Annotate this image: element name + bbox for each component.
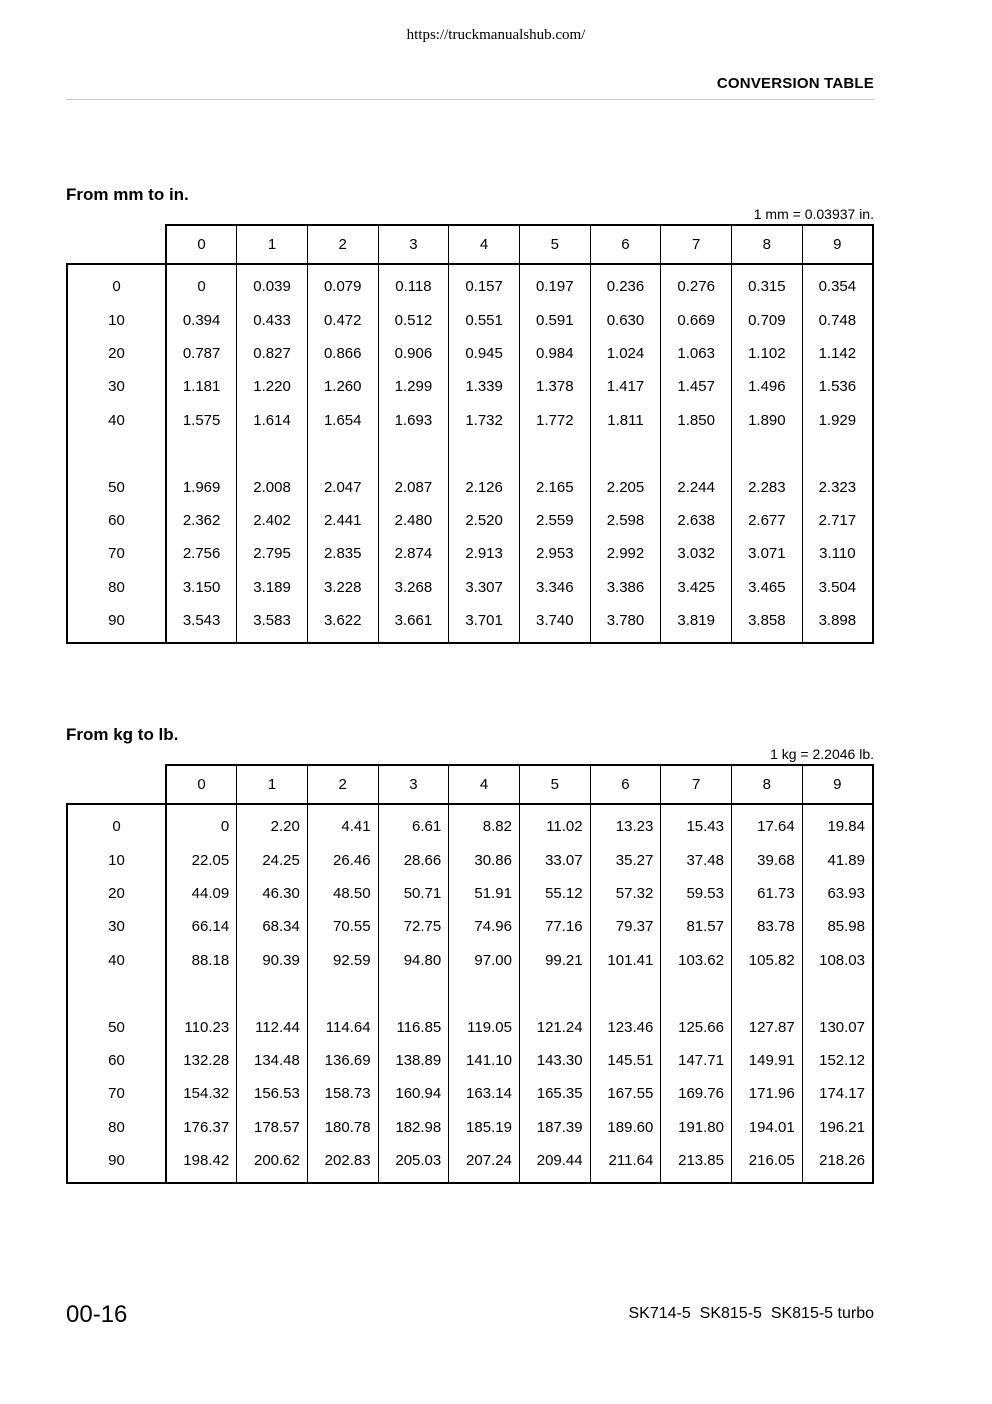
row-header: 30 [67, 910, 166, 943]
table-cell: 99.21 [519, 944, 590, 977]
table-cell: 2.520 [449, 504, 520, 537]
table-row [67, 1144, 873, 1183]
table-cell: 0.748 [802, 303, 873, 336]
table-cell: 108.03 [802, 944, 873, 977]
table-cell: 57.32 [590, 877, 661, 910]
table-cell: 11.02 [519, 804, 590, 843]
row-header: 0 [67, 804, 166, 843]
table-cell: 180.78 [307, 1111, 378, 1144]
table-row [67, 537, 873, 570]
table-cell: 0.236 [590, 264, 661, 303]
column-header: 6 [590, 225, 661, 264]
table-cell: 125.66 [661, 1010, 732, 1043]
column-header: 9 [802, 765, 873, 804]
table-cell: 143.30 [519, 1044, 590, 1077]
table-cell: 171.96 [732, 1077, 803, 1110]
table-cell: 187.39 [519, 1111, 590, 1144]
spacer-cell [166, 437, 237, 470]
row-header: 10 [67, 303, 166, 336]
table-cell: 185.19 [449, 1111, 520, 1144]
table-cell: 3.740 [519, 604, 590, 643]
table-cell: 1.772 [519, 404, 590, 437]
table-cell: 209.44 [519, 1144, 590, 1183]
table-cell: 0.551 [449, 303, 520, 336]
table-cell: 0.276 [661, 264, 732, 303]
column-header: 4 [449, 225, 520, 264]
table-cell: 1.142 [802, 337, 873, 370]
table-cell: 41.89 [802, 843, 873, 876]
spacer-cell [802, 437, 873, 470]
table-cell: 145.51 [590, 1044, 661, 1077]
table-cell: 2.953 [519, 537, 590, 570]
table-cell: 213.85 [661, 1144, 732, 1183]
kg-to-lb-title: From kg to lb. [66, 725, 179, 744]
table-cell: 3.661 [378, 604, 449, 643]
table-cell: 0.787 [166, 337, 237, 370]
row-header: 60 [67, 1044, 166, 1077]
column-header: 0 [166, 765, 237, 804]
table-cell: 70.55 [307, 910, 378, 943]
source-url: https://truckmanualshub.com/ [406, 27, 586, 43]
table-cell: 196.21 [802, 1111, 873, 1144]
table-cell: 1.614 [237, 404, 308, 437]
table-cell: 174.17 [802, 1077, 873, 1110]
table-cell: 85.98 [802, 910, 873, 943]
table-cell: 39.68 [732, 843, 803, 876]
table-cell: 0.512 [378, 303, 449, 336]
table-cell: 90.39 [237, 944, 308, 977]
table-cell: 6.61 [378, 804, 449, 843]
table-cell: 15.43 [661, 804, 732, 843]
table-row [67, 944, 873, 977]
table-cell: 0.827 [237, 337, 308, 370]
table-cell: 1.969 [166, 470, 237, 503]
table-cell: 3.346 [519, 571, 590, 604]
spacer-row [67, 437, 873, 470]
table-cell: 0.630 [590, 303, 661, 336]
table-cell: 160.94 [378, 1077, 449, 1110]
table-cell: 81.57 [661, 910, 732, 943]
table-cell: 0.472 [307, 303, 378, 336]
spacer-cell [237, 977, 308, 1010]
row-header: 10 [67, 843, 166, 876]
table-cell: 2.795 [237, 537, 308, 570]
column-header: 7 [661, 765, 732, 804]
table-cell: 17.64 [732, 804, 803, 843]
table-cell: 72.75 [378, 910, 449, 943]
table-cell: 55.12 [519, 877, 590, 910]
table-cell: 48.50 [307, 877, 378, 910]
spacer-cell [732, 437, 803, 470]
table-cell: 211.64 [590, 1144, 661, 1183]
table-cell: 1.575 [166, 404, 237, 437]
table-cell: 0.709 [732, 303, 803, 336]
table-row [67, 1111, 873, 1144]
table-cell: 3.780 [590, 604, 661, 643]
table-cell: 0.669 [661, 303, 732, 336]
table-cell: 103.62 [661, 944, 732, 977]
table-cell: 169.76 [661, 1077, 732, 1110]
spacer-cell [661, 437, 732, 470]
table-cell: 1.378 [519, 370, 590, 403]
table-row [67, 571, 873, 604]
table-cell: 1.024 [590, 337, 661, 370]
spacer-row [67, 977, 873, 1010]
table-row [67, 1077, 873, 1110]
row-header: 80 [67, 1111, 166, 1144]
table-cell: 50.71 [378, 877, 449, 910]
table-cell: 3.189 [237, 571, 308, 604]
spacer-cell [519, 437, 590, 470]
table-cell: 59.53 [661, 877, 732, 910]
column-header: 3 [378, 765, 449, 804]
table-cell: 2.874 [378, 537, 449, 570]
table-cell: 1.890 [732, 404, 803, 437]
table-cell: 1.260 [307, 370, 378, 403]
table-cell: 92.59 [307, 944, 378, 977]
table-cell: 216.05 [732, 1144, 803, 1183]
column-header: 8 [732, 765, 803, 804]
spacer-cell [378, 437, 449, 470]
table-cell: 163.14 [449, 1077, 520, 1110]
table-cell: 0 [166, 264, 237, 303]
table-cell: 1.536 [802, 370, 873, 403]
row-header: 70 [67, 1077, 166, 1110]
spacer-cell [67, 437, 166, 470]
page-number: 00-16 [66, 1301, 128, 1328]
table-cell: 3.071 [732, 537, 803, 570]
table-cell: 1.220 [237, 370, 308, 403]
row-header: 30 [67, 370, 166, 403]
spacer-cell [661, 977, 732, 1010]
table-cell: 2.283 [732, 470, 803, 503]
column-header: 2 [307, 225, 378, 264]
kg-to-lb-factor: 1 kg = 2.2046 lb. [770, 746, 874, 762]
table-row [67, 604, 873, 643]
table-cell: 3.032 [661, 537, 732, 570]
table-cell: 28.66 [378, 843, 449, 876]
spacer-cell [237, 437, 308, 470]
row-header: 70 [67, 537, 166, 570]
table-cell: 3.622 [307, 604, 378, 643]
table-cell: 3.858 [732, 604, 803, 643]
table-cell: 200.62 [237, 1144, 308, 1183]
table-cell: 176.37 [166, 1111, 237, 1144]
spacer-cell [802, 977, 873, 1010]
table-cell: 66.14 [166, 910, 237, 943]
table-cell: 3.898 [802, 604, 873, 643]
table-row [67, 337, 873, 370]
row-header: 80 [67, 571, 166, 604]
row-header: 90 [67, 604, 166, 643]
row-header: 20 [67, 877, 166, 910]
column-header: 0 [166, 225, 237, 264]
table-cell: 0.906 [378, 337, 449, 370]
column-header: 9 [802, 225, 873, 264]
table-cell: 3.307 [449, 571, 520, 604]
table-cell: 1.457 [661, 370, 732, 403]
mm-to-in-title: From mm to in. [66, 185, 189, 204]
header-row [67, 765, 873, 804]
table-cell: 136.69 [307, 1044, 378, 1077]
table-cell: 132.28 [166, 1044, 237, 1077]
table-cell: 2.992 [590, 537, 661, 570]
table-cell: 2.323 [802, 470, 873, 503]
table-cell: 2.402 [237, 504, 308, 537]
table-cell: 2.835 [307, 537, 378, 570]
mm-to-in-table [66, 224, 874, 644]
table-cell: 26.46 [307, 843, 378, 876]
column-header: 5 [519, 765, 590, 804]
table-cell: 165.35 [519, 1077, 590, 1110]
table-cell: 2.756 [166, 537, 237, 570]
table-cell: 2.126 [449, 470, 520, 503]
table-cell: 0.866 [307, 337, 378, 370]
table-cell: 101.41 [590, 944, 661, 977]
column-header: 8 [732, 225, 803, 264]
column-header: 3 [378, 225, 449, 264]
table-cell: 138.89 [378, 1044, 449, 1077]
table-cell: 2.362 [166, 504, 237, 537]
table-cell: 1.693 [378, 404, 449, 437]
table-cell: 121.24 [519, 1010, 590, 1043]
table-cell: 207.24 [449, 1144, 520, 1183]
table-cell: 114.64 [307, 1010, 378, 1043]
table-cell: 205.03 [378, 1144, 449, 1183]
table-cell: 3.701 [449, 604, 520, 643]
table-cell: 1.339 [449, 370, 520, 403]
table-cell: 2.087 [378, 470, 449, 503]
table-cell: 13.23 [590, 804, 661, 843]
table-cell: 2.480 [378, 504, 449, 537]
table-cell: 8.82 [449, 804, 520, 843]
spacer-cell [307, 977, 378, 1010]
table-cell: 2.165 [519, 470, 590, 503]
table-cell: 83.78 [732, 910, 803, 943]
table-cell: 24.25 [237, 843, 308, 876]
row-header: 50 [67, 1010, 166, 1043]
table-cell: 110.23 [166, 1010, 237, 1043]
table-cell: 35.27 [590, 843, 661, 876]
spacer-cell [166, 977, 237, 1010]
row-header: 0 [67, 264, 166, 303]
table-row [67, 1044, 873, 1077]
table-cell: 0.079 [307, 264, 378, 303]
table-cell: 1.063 [661, 337, 732, 370]
row-header: 40 [67, 944, 166, 977]
column-header: 6 [590, 765, 661, 804]
table-cell: 3.110 [802, 537, 873, 570]
table-cell: 2.047 [307, 470, 378, 503]
table-cell: 2.205 [590, 470, 661, 503]
table-cell: 1.181 [166, 370, 237, 403]
table-cell: 3.543 [166, 604, 237, 643]
table-cell: 44.09 [166, 877, 237, 910]
table-cell: 33.07 [519, 843, 590, 876]
spacer-cell [307, 437, 378, 470]
table-cell: 0.039 [237, 264, 308, 303]
table-cell: 3.465 [732, 571, 803, 604]
table-cell: 63.93 [802, 877, 873, 910]
corner-cell [67, 225, 166, 264]
spacer-cell [449, 437, 520, 470]
table-cell: 152.12 [802, 1044, 873, 1077]
table-cell: 0.197 [519, 264, 590, 303]
table-cell: 191.80 [661, 1111, 732, 1144]
spacer-cell [732, 977, 803, 1010]
table-cell: 3.386 [590, 571, 661, 604]
table-row [67, 843, 873, 876]
table-cell: 1.732 [449, 404, 520, 437]
table-cell: 68.34 [237, 910, 308, 943]
table-cell: 0.984 [519, 337, 590, 370]
table-cell: 2.913 [449, 537, 520, 570]
spacer-cell [378, 977, 449, 1010]
table-cell: 1.299 [378, 370, 449, 403]
table-cell: 3.583 [237, 604, 308, 643]
table-cell: 30.86 [449, 843, 520, 876]
table-cell: 158.73 [307, 1077, 378, 1110]
spacer-cell [590, 977, 661, 1010]
table-cell: 182.98 [378, 1111, 449, 1144]
column-header: 1 [237, 765, 308, 804]
page-header-title: CONVERSION TABLE [716, 75, 874, 92]
table-cell: 202.83 [307, 1144, 378, 1183]
table-cell: 0.433 [237, 303, 308, 336]
row-header: 20 [67, 337, 166, 370]
table-cell: 3.819 [661, 604, 732, 643]
table-cell: 0.118 [378, 264, 449, 303]
table-cell: 1.654 [307, 404, 378, 437]
kg-to-lb-table [66, 764, 874, 1184]
table-cell: 194.01 [732, 1111, 803, 1144]
table-cell: 46.30 [237, 877, 308, 910]
spacer-cell [519, 977, 590, 1010]
column-header: 2 [307, 765, 378, 804]
table-cell: 0 [166, 804, 237, 843]
table-cell: 3.228 [307, 571, 378, 604]
table-cell: 112.44 [237, 1010, 308, 1043]
column-header: 1 [237, 225, 308, 264]
header-divider [66, 99, 874, 100]
table-cell: 2.598 [590, 504, 661, 537]
table-cell: 154.32 [166, 1077, 237, 1110]
table-cell: 218.26 [802, 1144, 873, 1183]
table-cell: 189.60 [590, 1111, 661, 1144]
column-header: 5 [519, 225, 590, 264]
table-cell: 3.268 [378, 571, 449, 604]
table-cell: 149.91 [732, 1044, 803, 1077]
table-cell: 105.82 [732, 944, 803, 977]
table-cell: 1.417 [590, 370, 661, 403]
table-cell: 1.102 [732, 337, 803, 370]
table-cell: 2.20 [237, 804, 308, 843]
spacer-cell [67, 977, 166, 1010]
table-cell: 156.53 [237, 1077, 308, 1110]
corner-cell [67, 765, 166, 804]
mm-to-in-factor: 1 mm = 0.03937 in. [753, 206, 874, 222]
table-cell: 79.37 [590, 910, 661, 943]
table-cell: 4.41 [307, 804, 378, 843]
table-cell: 0.354 [802, 264, 873, 303]
table-cell: 1.496 [732, 370, 803, 403]
table-cell: 127.87 [732, 1010, 803, 1043]
table-cell: 2.244 [661, 470, 732, 503]
table-cell: 147.71 [661, 1044, 732, 1077]
table-cell: 3.150 [166, 571, 237, 604]
table-cell: 141.10 [449, 1044, 520, 1077]
table-row [67, 504, 873, 537]
table-cell: 2.441 [307, 504, 378, 537]
table-row [67, 804, 873, 843]
table-cell: 22.05 [166, 843, 237, 876]
row-header: 40 [67, 404, 166, 437]
table-cell: 1.850 [661, 404, 732, 437]
table-row [67, 470, 873, 503]
table-row [67, 303, 873, 336]
table-row [67, 1010, 873, 1043]
table-cell: 77.16 [519, 910, 590, 943]
column-header: 4 [449, 765, 520, 804]
table-cell: 3.425 [661, 571, 732, 604]
table-cell: 37.48 [661, 843, 732, 876]
table-cell: 2.559 [519, 504, 590, 537]
table-cell: 0.591 [519, 303, 590, 336]
table-cell: 2.638 [661, 504, 732, 537]
row-header: 60 [67, 504, 166, 537]
table-cell: 0.315 [732, 264, 803, 303]
row-header: 50 [67, 470, 166, 503]
table-cell: 61.73 [732, 877, 803, 910]
table-cell: 198.42 [166, 1144, 237, 1183]
table-cell: 19.84 [802, 804, 873, 843]
table-cell: 178.57 [237, 1111, 308, 1144]
table-cell: 97.00 [449, 944, 520, 977]
table-cell: 0.394 [166, 303, 237, 336]
table-cell: 0.945 [449, 337, 520, 370]
table-cell: 94.80 [378, 944, 449, 977]
table-cell: 3.504 [802, 571, 873, 604]
table-cell: 119.05 [449, 1010, 520, 1043]
table-cell: 88.18 [166, 944, 237, 977]
table-cell: 1.811 [590, 404, 661, 437]
table-cell: 51.91 [449, 877, 520, 910]
table-cell: 134.48 [237, 1044, 308, 1077]
table-cell: 1.929 [802, 404, 873, 437]
table-row [67, 877, 873, 910]
table-row [67, 404, 873, 437]
table-cell: 2.717 [802, 504, 873, 537]
table-cell: 123.46 [590, 1010, 661, 1043]
row-header: 90 [67, 1144, 166, 1183]
table-cell: 2.677 [732, 504, 803, 537]
table-row [67, 910, 873, 943]
table-cell: 74.96 [449, 910, 520, 943]
spacer-cell [590, 437, 661, 470]
table-cell: 116.85 [378, 1010, 449, 1043]
table-cell: 167.55 [590, 1077, 661, 1110]
table-cell: 0.157 [449, 264, 520, 303]
table-row [67, 264, 873, 303]
column-header: 7 [661, 225, 732, 264]
spacer-cell [449, 977, 520, 1010]
table-row [67, 370, 873, 403]
model-names: SK714-5 SK815-5 SK815-5 turbo [628, 1305, 874, 1322]
table-cell: 130.07 [802, 1010, 873, 1043]
header-row [67, 225, 873, 264]
table-cell: 2.008 [237, 470, 308, 503]
